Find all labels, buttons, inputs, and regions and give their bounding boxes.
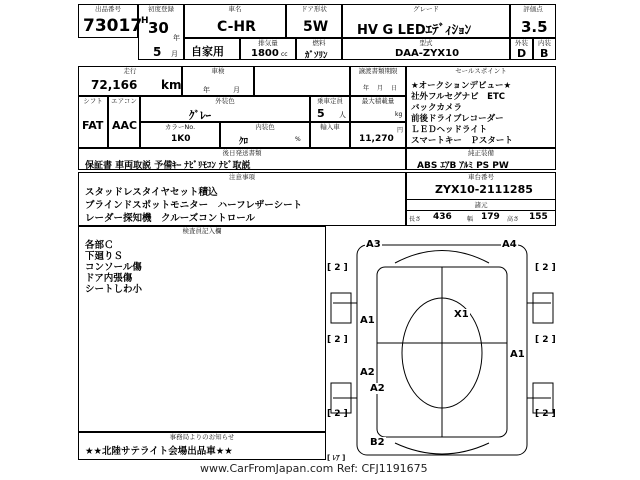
displacement-box — [240, 38, 296, 60]
displacement-label: 排気量 — [258, 39, 278, 47]
equipment: ABS ｴｱB ｱﾙﾐ PS PW — [417, 161, 509, 171]
color-no: 1K0 — [171, 134, 191, 144]
notes-box — [78, 172, 406, 226]
recycle-day: 日 — [391, 85, 398, 92]
sales-point: ＬＥＤヘッドライト — [411, 125, 488, 135]
car-damage-diagram — [325, 233, 558, 465]
recycle-label: 譲渡書類期限 — [358, 67, 398, 75]
first-reg-label: 初度登録 — [148, 5, 174, 13]
height: 155 — [529, 212, 548, 222]
damage-mark: A3 — [366, 239, 381, 250]
model-code: DAA-ZYX10 — [395, 48, 460, 59]
recycle-month: 月 — [377, 85, 384, 92]
mileage: 72,166 — [91, 78, 138, 92]
width: 179 — [481, 212, 500, 222]
documents: 保証書 車両取説 予備ｷｰ ﾅﾋﾞﾘﾓｺﾝ ﾅﾋﾞ取説 — [85, 161, 251, 171]
damage-mark: A1 — [360, 315, 375, 326]
tire-bracket: [ 2 ] — [327, 263, 348, 273]
car-name-box — [184, 4, 286, 38]
sales-point: 社外フルセグナビ ETC — [411, 92, 506, 102]
watermark: www.CarFromJapan.com Ref: CFJ1191675 — [200, 462, 428, 475]
tire-bracket: [ 2 ] — [535, 263, 556, 273]
sales-points-label: セールスポイント — [455, 67, 507, 75]
inspector-line: シートしわ小 — [85, 284, 143, 295]
int-label: 内装 — [538, 39, 551, 47]
fuel: ｶﾞｿﾘﾝ — [305, 51, 328, 61]
note-line: ブラインドスポットモニター ハーフレザーシート — [85, 200, 303, 211]
interior: ｸﾛ — [239, 137, 249, 147]
tire-bracket: [ 2 ] — [535, 335, 556, 345]
lot-number: 73017 — [83, 16, 143, 36]
model-box — [342, 38, 510, 60]
recycle-year: 年 — [363, 85, 370, 92]
fuel-label: 燃料 — [312, 39, 326, 47]
reg-year: 30 — [148, 19, 169, 37]
score-box — [510, 4, 556, 38]
fuel-box — [296, 38, 342, 60]
inspection-box — [182, 66, 254, 96]
damage-mark: A2 — [370, 383, 385, 394]
mileage-label: 走行 — [123, 67, 137, 75]
grade-box — [342, 4, 510, 38]
capacity-box — [310, 96, 350, 122]
documents-box — [78, 148, 406, 170]
inspection-month: 月 — [233, 86, 240, 94]
chassis-box — [406, 172, 556, 226]
ac: AAC — [112, 119, 138, 132]
lot-label: 出品番号 — [95, 5, 121, 13]
documents-label: 後日発送書類 — [222, 149, 262, 157]
equipment-box — [406, 148, 556, 170]
car-name-label: 車名 — [228, 5, 242, 13]
tire-bracket: [ 2 ] — [535, 409, 556, 419]
int-grade-box — [533, 38, 556, 60]
note-line: レーダー探知機 クルーズコントロール — [85, 213, 256, 224]
sales-point: バックカメラ — [411, 103, 463, 113]
inspector-line: コンソール傷 — [85, 262, 142, 273]
import-label: 輸入車 — [320, 123, 340, 131]
grade: HV G LEDｴﾃﾞｨｼｮﾝ — [357, 23, 472, 38]
use: 自家用 — [191, 45, 224, 58]
inspector-line: 下廻りＳ — [85, 251, 124, 262]
chassis-label: 車台番号 — [468, 173, 494, 181]
displacement-unit: cc — [281, 51, 288, 58]
first-reg-box — [138, 4, 184, 60]
notes-label: 注意事項 — [229, 173, 255, 181]
blank-box — [254, 66, 350, 96]
interior-box — [220, 122, 310, 148]
height-label: 高さ — [507, 216, 520, 223]
length: 436 — [433, 212, 452, 222]
price: 11,270 — [359, 134, 394, 144]
ac-box — [108, 96, 140, 148]
shift: FAT — [82, 119, 104, 132]
damage-mark: A1 — [510, 349, 525, 360]
sales-points-box — [406, 66, 556, 148]
sales-point: 前後ドライブレコーダー — [411, 114, 504, 124]
inspection-year: 年 — [203, 86, 210, 94]
score-label: 評価点 — [523, 5, 543, 13]
ext-label: 外装 — [515, 39, 528, 47]
percent: % — [295, 136, 301, 143]
displacement: 1800 — [251, 48, 279, 59]
import-box — [310, 122, 350, 148]
price-unit: 円 — [397, 127, 404, 134]
inspector-line: 各部Ｃ — [85, 240, 114, 251]
load-box — [350, 96, 406, 122]
note-line: スタッドレスタイヤセット積込 — [85, 187, 218, 198]
door-type: 5W — [303, 19, 329, 35]
color-no-label: カラーNo. — [164, 123, 196, 131]
mileage-box — [78, 66, 182, 96]
venue-label: 事務局よりのお知らせ — [169, 433, 235, 441]
venue-text: ★★北陸サテライト会場出品車★★ — [85, 446, 233, 457]
sales-point: スマートキー Ｐスタート — [411, 136, 513, 146]
sales-point: ★オークションデビュー★ — [411, 81, 512, 91]
era: H — [141, 16, 149, 26]
inspector-label: 検査員記入欄 — [182, 227, 222, 235]
dims-divider — [407, 210, 555, 211]
color-label: 外装色 — [215, 97, 235, 105]
width-label: 幅 — [467, 216, 474, 223]
load-unit: kg — [395, 111, 403, 118]
shift-label: シフト — [83, 97, 103, 105]
lot-box — [78, 4, 143, 38]
month-unit: 月 — [171, 50, 178, 58]
mileage-unit: km — [161, 78, 182, 92]
chassis-number: ZYX10-2111285 — [435, 183, 533, 196]
interior-label: 内装色 — [255, 123, 275, 131]
score: 3.5 — [521, 18, 548, 36]
int-grade: B — [540, 47, 549, 60]
grade-label: グレード — [413, 5, 439, 13]
inspection-label: 車検 — [211, 67, 225, 75]
dims-label: 諸元 — [474, 201, 488, 209]
car-name: C-HR — [217, 19, 256, 35]
ext-grade-box — [510, 38, 533, 60]
venue-box — [78, 432, 326, 460]
door-label: ドア形状 — [301, 5, 327, 13]
shift-box — [78, 96, 108, 148]
color-no-box — [140, 122, 220, 148]
recycle-box — [350, 66, 406, 96]
color: ｸﾞﾚｰ — [189, 109, 211, 122]
inspector-box — [78, 226, 326, 432]
year-unit: 年 — [173, 34, 180, 42]
damage-mark: B2 — [370, 437, 385, 448]
model-label: 型式 — [419, 39, 433, 47]
capacity-unit: 人 — [339, 111, 346, 119]
use-box — [184, 38, 240, 60]
capacity-label: 乗車定員 — [317, 97, 343, 105]
chassis-divider — [407, 199, 555, 200]
damage-mark: A4 — [502, 239, 517, 250]
load-label: 最大積載量 — [361, 97, 395, 105]
damage-mark: X1 — [454, 309, 469, 320]
equipment-label: 純正装備 — [468, 149, 494, 157]
price-box — [350, 122, 406, 148]
damage-mark: A2 — [360, 367, 375, 378]
ac-label: エアコン — [111, 97, 137, 105]
ext-grade: D — [517, 47, 527, 60]
tire-bracket: [ 2 ] — [327, 409, 348, 419]
door-box — [286, 4, 342, 38]
reg-month: 5 — [153, 45, 162, 59]
inspector-line: ドア内張傷 — [85, 273, 133, 284]
spare-bracket: [ ﾚｱ ] — [327, 454, 346, 462]
color-box — [140, 96, 310, 122]
length-label: 長さ — [409, 216, 422, 223]
capacity: 5 — [317, 107, 325, 120]
tire-bracket: [ 2 ] — [327, 335, 348, 345]
